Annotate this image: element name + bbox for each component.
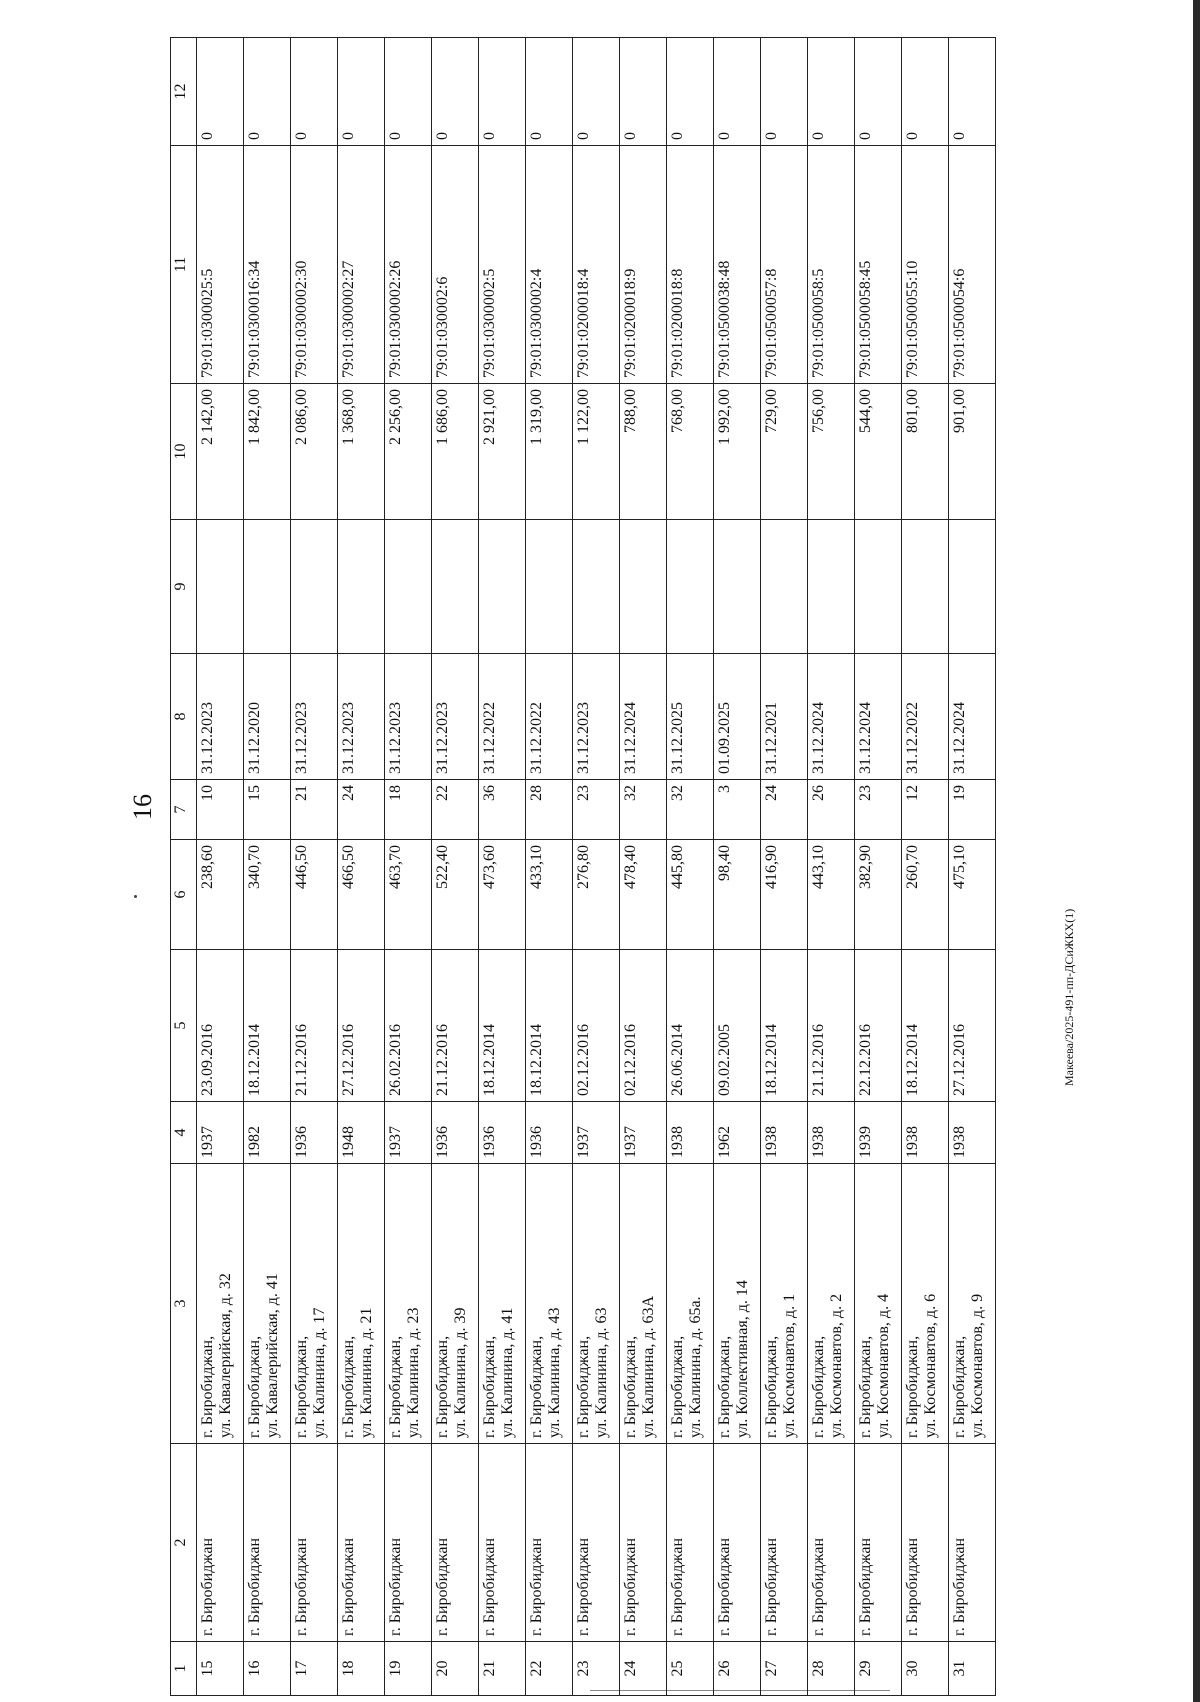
address-cell (479, 1164, 526, 1444)
table-row (197, 38, 244, 1696)
amount-cell: 801,00 (902, 384, 949, 520)
address-cell (949, 1164, 996, 1444)
count-cell: 0 (197, 38, 244, 146)
cadastral-number-cell: 79:01:0500058:5 (808, 146, 855, 384)
area-cell: 522,40 (432, 840, 479, 950)
area-cell: 276,80 (573, 840, 620, 950)
empty-cell (197, 520, 244, 654)
row-number-cell: 21 (479, 1642, 526, 1696)
row-number-cell: 20 (432, 1642, 479, 1696)
count-cell: 0 (385, 38, 432, 146)
count-cell: 0 (620, 38, 667, 146)
count-cell: 0 (573, 38, 620, 146)
deadline-date-cell: 31.12.2020 (244, 654, 291, 780)
rotated-table-wrapper (170, 38, 1040, 1696)
amount-cell: 756,00 (808, 384, 855, 520)
area-cell: 475,10 (949, 840, 996, 950)
count-cell: 0 (949, 38, 996, 146)
table-row (714, 38, 761, 1696)
year-cell: 1937 (620, 1102, 667, 1164)
address-line-1: г. Биробиджан, (904, 1335, 921, 1438)
amount-cell: 768,00 (667, 384, 714, 520)
row-number-cell: 17 (291, 1642, 338, 1696)
amount-cell: 788,00 (620, 384, 667, 520)
footer-note: Макеева/2025-491-пп-ДСиЖКХ(1) (1062, 908, 1076, 1086)
empty-cell (855, 520, 902, 654)
cadastral-number-cell: 79:01:0300002:27 (338, 146, 385, 384)
residents-cell: 23 (573, 780, 620, 840)
address-cell (338, 1164, 385, 1444)
amount-cell: 1 368,00 (338, 384, 385, 520)
municipality-cell: г. Биробиджан (432, 1444, 479, 1642)
table-row (479, 38, 526, 1696)
municipality-cell: г. Биробиджан (385, 1444, 432, 1642)
table-row (291, 38, 338, 1696)
address-line-1: г. Биробиджан, (293, 1335, 310, 1438)
year-cell: 1939 (855, 1102, 902, 1164)
table-row (667, 38, 714, 1696)
address-line-1: г. Биробиджан, (340, 1335, 357, 1438)
table-row (620, 38, 667, 1696)
date-cell: 02.12.2016 (573, 950, 620, 1102)
address-line-2: ул. Космонавтов, д. 9 (969, 1293, 986, 1438)
address-line-2: ул. Калинина, д. 63А (640, 1295, 657, 1438)
date-cell: 18.12.2014 (761, 950, 808, 1102)
row-number-cell: 27 (761, 1642, 808, 1696)
address-line-2: ул. Космонавтов, д. 4 (875, 1293, 892, 1438)
table-row (855, 38, 902, 1696)
address-cell (620, 1164, 667, 1444)
empty-cell (808, 520, 855, 654)
empty-cell (667, 520, 714, 654)
cadastral-number-cell: 79:01:0300002:5 (479, 146, 526, 384)
address-cell (902, 1164, 949, 1444)
address-cell (432, 1164, 479, 1444)
residents-cell: 23 (855, 780, 902, 840)
empty-cell (761, 520, 808, 654)
date-cell: 21.12.2016 (432, 950, 479, 1102)
table-row (432, 38, 479, 1696)
count-cell: 0 (855, 38, 902, 146)
address-cell (385, 1164, 432, 1444)
count-cell: 0 (808, 38, 855, 146)
deadline-date-cell: 01.09.2025 (714, 654, 761, 780)
column-header-7: 7 (171, 780, 197, 840)
area-cell: 473,60 (479, 840, 526, 950)
area-cell: 238,60 (197, 840, 244, 950)
date-cell: 18.12.2014 (526, 950, 573, 1102)
row-number-cell: 25 (667, 1642, 714, 1696)
cadastral-number-cell: 79:01:0500054:6 (949, 146, 996, 384)
address-cell (526, 1164, 573, 1444)
address-line-2: ул. Космонавтов, д. 2 (828, 1293, 845, 1438)
count-cell: 0 (714, 38, 761, 146)
deadline-date-cell: 31.12.2024 (620, 654, 667, 780)
column-header-9: 9 (171, 520, 197, 654)
column-header-4: 4 (171, 1102, 197, 1164)
count-cell: 0 (432, 38, 479, 146)
deadline-date-cell: 31.12.2022 (526, 654, 573, 780)
address-line-2: ул. Космонавтов, д. 6 (922, 1293, 939, 1438)
residents-cell: 24 (761, 780, 808, 840)
address-cell (197, 1164, 244, 1444)
year-cell: 1982 (244, 1102, 291, 1164)
deadline-date-cell: 31.12.2024 (949, 654, 996, 780)
area-cell: 478,40 (620, 840, 667, 950)
residents-cell: 36 (479, 780, 526, 840)
deadline-date-cell: 31.12.2022 (902, 654, 949, 780)
address-line-1: г. Биробиджан, (669, 1335, 686, 1438)
table-row (573, 38, 620, 1696)
address-line-2: ул. Калинина, д. 17 (311, 1307, 328, 1438)
deadline-date-cell: 31.12.2023 (338, 654, 385, 780)
address-line-2: ул. Калинина, д. 63 (593, 1307, 610, 1438)
empty-cell (338, 520, 385, 654)
table-row (244, 38, 291, 1696)
empty-cell (949, 520, 996, 654)
deadline-date-cell: 31.12.2023 (432, 654, 479, 780)
empty-cell (620, 520, 667, 654)
column-header-5: 5 (171, 950, 197, 1102)
cadastral-number-cell: 79:01:0500057:8 (761, 146, 808, 384)
row-number-cell: 29 (855, 1642, 902, 1696)
address-cell (573, 1164, 620, 1444)
residents-cell: 18 (385, 780, 432, 840)
column-header-6: 6 (171, 840, 197, 950)
date-cell: 22.12.2016 (855, 950, 902, 1102)
year-cell: 1938 (902, 1102, 949, 1164)
cadastral-number-cell: 79:01:0300002:26 (385, 146, 432, 384)
municipality-cell: г. Биробиджан (808, 1444, 855, 1642)
address-cell (244, 1164, 291, 1444)
address-line-2: ул. Калинина, д. 39 (452, 1307, 469, 1438)
area-cell: 416,90 (761, 840, 808, 950)
area-cell: 445,80 (667, 840, 714, 950)
deadline-date-cell: 31.12.2023 (197, 654, 244, 780)
address-line-2: ул. Калинина, д. 23 (405, 1307, 422, 1438)
column-header-12: 12 (171, 38, 197, 146)
table-row (526, 38, 573, 1696)
column-header-2: 2 (171, 1444, 197, 1642)
residents-cell: 3 (714, 780, 761, 840)
row-number-cell: 15 (197, 1642, 244, 1696)
address-cell (855, 1164, 902, 1444)
residents-cell: 28 (526, 780, 573, 840)
empty-cell (385, 520, 432, 654)
amount-cell: 1 992,00 (714, 384, 761, 520)
year-cell: 1948 (338, 1102, 385, 1164)
row-number-cell: 30 (902, 1642, 949, 1696)
cadastral-number-cell: 79:01:0500038:48 (714, 146, 761, 384)
row-number-cell: 26 (714, 1642, 761, 1696)
column-header-8: 8 (171, 654, 197, 780)
amount-cell: 1 686,00 (432, 384, 479, 520)
scan-speck (134, 895, 137, 898)
year-cell: 1938 (949, 1102, 996, 1164)
cadastral-number-cell: 79:01:0300002:4 (526, 146, 573, 384)
date-cell: 18.12.2014 (902, 950, 949, 1102)
count-cell: 0 (526, 38, 573, 146)
scan-edge (1193, 0, 1200, 1702)
municipality-cell: г. Биробиджан (855, 1444, 902, 1642)
municipality-cell: г. Биробиджан (244, 1444, 291, 1642)
year-cell: 1936 (479, 1102, 526, 1164)
cadastral-number-cell: 79:01:0300002:30 (291, 146, 338, 384)
date-cell: 18.12.2014 (244, 950, 291, 1102)
empty-cell (244, 520, 291, 654)
residents-cell: 32 (620, 780, 667, 840)
deadline-date-cell: 31.12.2023 (385, 654, 432, 780)
empty-cell (573, 520, 620, 654)
address-line-2: ул. Коллективная, д. 14 (734, 1280, 751, 1438)
amount-cell: 2 921,00 (479, 384, 526, 520)
municipality-cell: г. Биробиджан (667, 1444, 714, 1642)
table-row (808, 38, 855, 1696)
empty-cell (714, 520, 761, 654)
area-cell: 433,10 (526, 840, 573, 950)
cadastral-number-cell: 79:01:0200018:4 (573, 146, 620, 384)
date-cell: 26.02.2016 (385, 950, 432, 1102)
count-cell: 0 (667, 38, 714, 146)
row-number-cell: 18 (338, 1642, 385, 1696)
date-cell: 27.12.2016 (338, 950, 385, 1102)
municipality-cell: г. Биробиджан (573, 1444, 620, 1642)
year-cell: 1937 (197, 1102, 244, 1164)
address-line-1: г. Биробиджан, (387, 1335, 404, 1438)
amount-cell: 2 086,00 (291, 384, 338, 520)
residents-cell: 15 (244, 780, 291, 840)
table-row (385, 38, 432, 1696)
address-line-2: ул. Калинина, д. 41 (499, 1307, 516, 1438)
date-cell: 09.02.2005 (714, 950, 761, 1102)
municipality-cell: г. Биробиджан (714, 1444, 761, 1642)
address-cell (714, 1164, 761, 1444)
address-line-2: ул. Кавалерийская, д. 41 (264, 1273, 281, 1438)
date-cell: 23.09.2016 (197, 950, 244, 1102)
row-number-cell: 23 (573, 1642, 620, 1696)
address-line-1: г. Биробиджан, (951, 1335, 968, 1438)
address-line-1: г. Биробиджан, (246, 1335, 263, 1438)
residents-cell: 32 (667, 780, 714, 840)
address-line-1: г. Биробиджан, (434, 1335, 451, 1438)
date-cell: 18.12.2014 (479, 950, 526, 1102)
year-cell: 1938 (761, 1102, 808, 1164)
municipality-cell: г. Биробиджан (338, 1444, 385, 1642)
count-cell: 0 (291, 38, 338, 146)
empty-cell (479, 520, 526, 654)
row-number-cell: 16 (244, 1642, 291, 1696)
residents-cell: 10 (197, 780, 244, 840)
deadline-date-cell: 31.12.2023 (573, 654, 620, 780)
amount-cell: 544,00 (855, 384, 902, 520)
area-cell: 446,50 (291, 840, 338, 950)
deadline-date-cell: 31.12.2024 (855, 654, 902, 780)
cadastral-number-cell: 79:01:0300016:34 (244, 146, 291, 384)
date-cell: 27.12.2016 (949, 950, 996, 1102)
row-number-cell: 24 (620, 1642, 667, 1696)
table-row (949, 38, 996, 1696)
municipality-cell: г. Биробиджан (761, 1444, 808, 1642)
deadline-date-cell: 31.12.2025 (667, 654, 714, 780)
housing-registry-table (170, 37, 996, 1696)
column-header-1: 1 (171, 1642, 197, 1696)
residents-cell: 12 (902, 780, 949, 840)
row-number-cell: 28 (808, 1642, 855, 1696)
table-row (761, 38, 808, 1696)
column-header-3: 3 (171, 1164, 197, 1444)
address-line-1: г. Биробиджан, (810, 1335, 827, 1438)
residents-cell: 22 (432, 780, 479, 840)
year-cell: 1936 (526, 1102, 573, 1164)
count-cell: 0 (761, 38, 808, 146)
deadline-date-cell: 31.12.2021 (761, 654, 808, 780)
year-cell: 1938 (808, 1102, 855, 1164)
municipality-cell: г. Биробиджан (620, 1444, 667, 1642)
cadastral-number-cell: 79:01:0200018:9 (620, 146, 667, 384)
count-cell: 0 (902, 38, 949, 146)
address-line-1: г. Биробиджан, (763, 1335, 780, 1438)
date-cell: 21.12.2016 (808, 950, 855, 1102)
count-cell: 0 (244, 38, 291, 146)
table-body (197, 38, 996, 1696)
municipality-cell: г. Биробиджан (949, 1444, 996, 1642)
area-cell: 98,40 (714, 840, 761, 950)
empty-cell (526, 520, 573, 654)
address-cell (667, 1164, 714, 1444)
residents-cell: 24 (338, 780, 385, 840)
cadastral-number-cell: 79:01:0300025:5 (197, 146, 244, 384)
deadline-date-cell: 31.12.2023 (291, 654, 338, 780)
amount-cell: 901,00 (949, 384, 996, 520)
column-header-10: 10 (171, 384, 197, 520)
cadastral-number-cell: 79:01:0200018:8 (667, 146, 714, 384)
deadline-date-cell: 31.12.2024 (808, 654, 855, 780)
year-cell: 1938 (667, 1102, 714, 1164)
address-cell (761, 1164, 808, 1444)
area-cell: 340,70 (244, 840, 291, 950)
cadastral-number-cell: 79:01:0500055:10 (902, 146, 949, 384)
residents-cell: 21 (291, 780, 338, 840)
address-line-1: г. Биробиджан, (857, 1335, 874, 1438)
column-header-11: 11 (171, 146, 197, 384)
empty-cell (291, 520, 338, 654)
count-cell: 0 (338, 38, 385, 146)
address-line-1: г. Биробиджан, (575, 1335, 592, 1438)
address-line-2: ул. Космонавтов, д. 1 (781, 1293, 798, 1438)
year-cell: 1937 (385, 1102, 432, 1164)
address-line-1: г. Биробиджан, (528, 1335, 545, 1438)
deadline-date-cell: 31.12.2022 (479, 654, 526, 780)
address-line-2: ул. Калинина, д. 43 (546, 1307, 563, 1438)
residents-cell: 26 (808, 780, 855, 840)
header-row (171, 38, 197, 1696)
row-number-cell: 22 (526, 1642, 573, 1696)
municipality-cell: г. Биробиджан (526, 1444, 573, 1642)
cadastral-number-cell: 79:01:0500058:45 (855, 146, 902, 384)
row-number-cell: 31 (949, 1642, 996, 1696)
year-cell: 1937 (573, 1102, 620, 1164)
year-cell: 1936 (291, 1102, 338, 1164)
area-cell: 463,70 (385, 840, 432, 950)
amount-cell: 2 142,00 (197, 384, 244, 520)
area-cell: 260,70 (902, 840, 949, 950)
date-cell: 26.06.2014 (667, 950, 714, 1102)
empty-cell (902, 520, 949, 654)
date-cell: 02.12.2016 (620, 950, 667, 1102)
address-line-1: г. Биробиджан, (481, 1335, 498, 1438)
amount-cell: 1 319,00 (526, 384, 573, 520)
address-cell (808, 1164, 855, 1444)
area-cell: 443,10 (808, 840, 855, 950)
page-number: 16 (128, 794, 157, 820)
municipality-cell: г. Биробиджан (479, 1444, 526, 1642)
table-row (902, 38, 949, 1696)
municipality-cell: г. Биробиджан (291, 1444, 338, 1642)
area-cell: 382,90 (855, 840, 902, 950)
amount-cell: 1 122,00 (573, 384, 620, 520)
date-cell: 21.12.2016 (291, 950, 338, 1102)
address-line-2: ул. Калинина, д. 65а. (687, 1296, 704, 1438)
year-cell: 1936 (432, 1102, 479, 1164)
table-row (338, 38, 385, 1696)
year-cell: 1962 (714, 1102, 761, 1164)
municipality-cell: г. Биробиджан (197, 1444, 244, 1642)
amount-cell: 2 256,00 (385, 384, 432, 520)
amount-cell: 1 842,00 (244, 384, 291, 520)
address-cell (291, 1164, 338, 1444)
address-line-1: г. Биробиджан, (622, 1335, 639, 1438)
address-line-2: ул. Кавалерийская, д. 32 (217, 1273, 234, 1438)
address-line-1: г. Биробиджан, (716, 1335, 733, 1438)
residents-cell: 19 (949, 780, 996, 840)
municipality-cell: г. Биробиджан (902, 1444, 949, 1642)
address-line-1: г. Биробиджан, (199, 1335, 216, 1438)
cadastral-number-cell: 79:01:030002:6 (432, 146, 479, 384)
area-cell: 466,50 (338, 840, 385, 950)
address-line-2: ул. Калинина, д. 21 (358, 1307, 375, 1438)
row-number-cell: 19 (385, 1642, 432, 1696)
amount-cell: 729,00 (761, 384, 808, 520)
count-cell: 0 (479, 38, 526, 146)
empty-cell (432, 520, 479, 654)
